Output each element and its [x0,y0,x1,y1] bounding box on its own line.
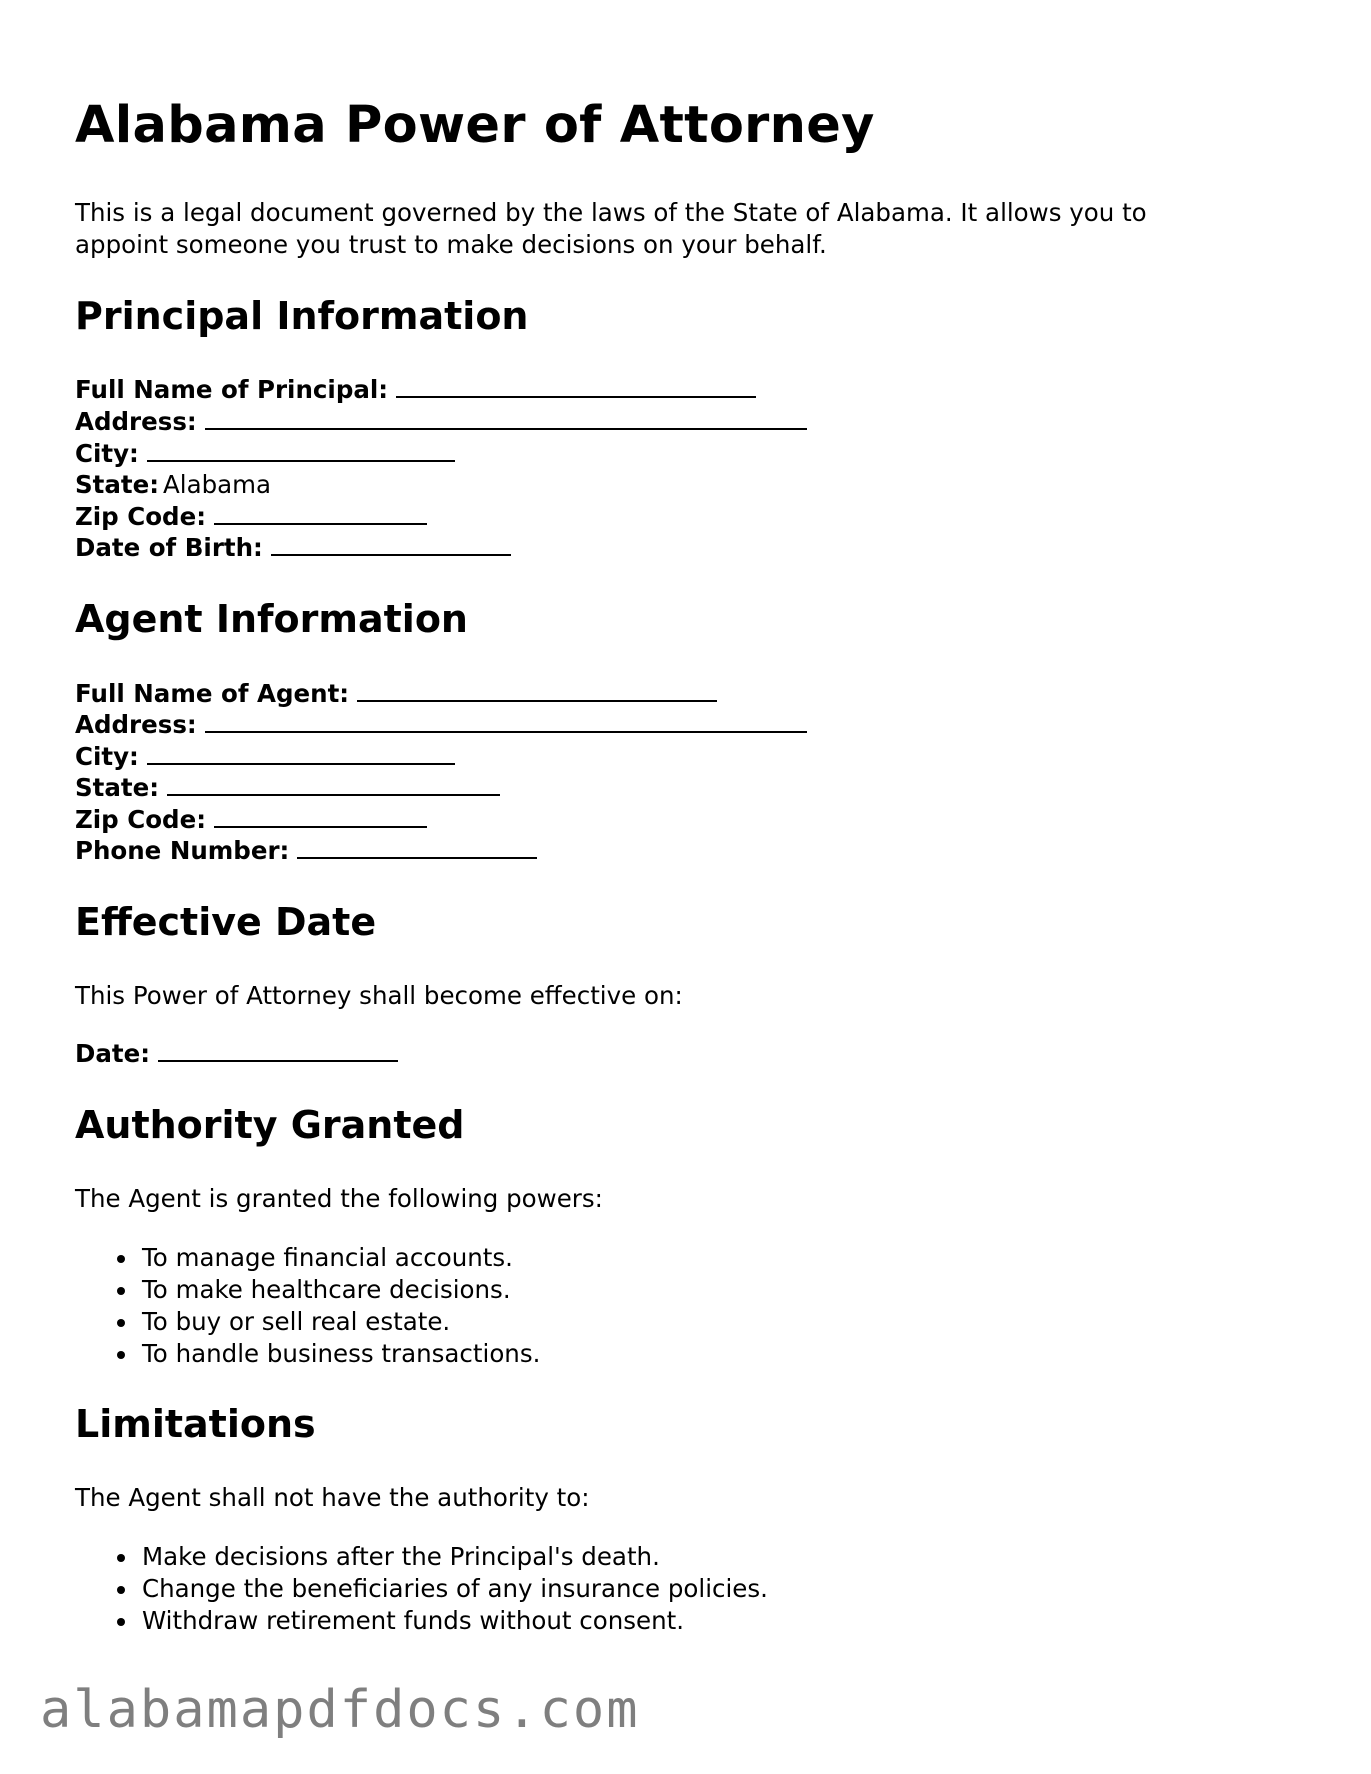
principal-zip-label: Zip Code: [75,502,206,531]
principal-heading: Principal Information [75,294,529,338]
effective-date-label: Date: [75,1039,150,1068]
agent-zip-label: Zip Code: [75,805,206,834]
principal-dob-field[interactable] [75,532,511,564]
agent-heading: Agent Information [75,597,468,641]
principal-state-value: Alabama [163,470,272,499]
agent-state-field[interactable] [75,772,500,804]
effective-heading: Effective Date [75,900,377,944]
agent-state-label: State: [75,773,160,802]
agent-state-blank[interactable] [167,772,500,796]
list-item: To buy or sell real estate. [142,1306,540,1338]
authority-list [75,1242,540,1370]
intro-line-1: This is a legal document governed by the laws of the State of Alabama. It allows you to [75,198,1147,227]
principal-full-name-blank[interactable] [396,374,756,398]
list-item: Make decisions after the Principal's death. [142,1541,768,1573]
watermark: alabamapdfdocs.com [40,1680,640,1740]
authority-heading: Authority Granted [75,1103,465,1147]
effective-date-blank[interactable] [158,1038,398,1062]
agent-phone-label: Phone Number: [75,836,290,865]
authority-text: The Agent is granted the following powers: [75,1184,603,1213]
limitations-heading: Limitations [75,1402,316,1446]
effective-text: This Power of Attorney shall become effective on: [75,981,683,1010]
principal-full-name-field[interactable] [75,374,756,406]
principal-city-blank[interactable] [147,438,455,462]
page-title: Alabama Power of Attorney [75,96,875,155]
principal-city-field[interactable] [75,438,455,470]
agent-city-blank[interactable] [147,741,455,765]
agent-full-name-blank[interactable] [357,678,717,702]
list-item: Withdraw retirement funds without consent. [142,1605,768,1637]
agent-phone-blank[interactable] [297,835,537,859]
agent-city-field[interactable] [75,741,455,773]
agent-address-blank[interactable] [205,709,807,733]
effective-date-field[interactable] [75,1038,398,1070]
principal-city-label: City: [75,439,139,468]
agent-full-name-label: Full Name of Agent: [75,679,350,708]
list-item: To manage financial accounts. [142,1242,540,1274]
principal-address-label: Address: [75,407,197,436]
principal-zip-field[interactable] [75,501,427,533]
intro-line-2: appoint someone you trust to make decisions on your behalf. [75,230,827,259]
principal-dob-blank[interactable] [271,532,511,556]
principal-zip-blank[interactable] [214,501,427,525]
list-item: To make healthcare decisions. [142,1274,540,1306]
agent-zip-blank[interactable] [214,804,427,828]
principal-address-blank[interactable] [205,406,807,430]
list-item: Change the beneficiaries of any insurance policies. [142,1574,768,1603]
agent-full-name-field[interactable] [75,678,717,710]
agent-phone-field[interactable] [75,835,537,867]
list-item: To handle business transactions. [142,1339,541,1368]
agent-zip-field[interactable] [75,804,427,836]
limitations-text: The Agent shall not have the authority to: [75,1483,590,1512]
principal-address-field[interactable] [75,406,807,438]
agent-city-label: City: [75,742,139,771]
principal-full-name-label: Full Name of Principal: [75,375,389,404]
limitations-list [75,1541,768,1637]
principal-dob-label: Date of Birth: [75,533,263,562]
agent-address-field[interactable] [75,709,807,741]
principal-state-field [75,469,271,501]
principal-state-label: State: [75,470,160,499]
agent-address-label: Address: [75,710,197,739]
